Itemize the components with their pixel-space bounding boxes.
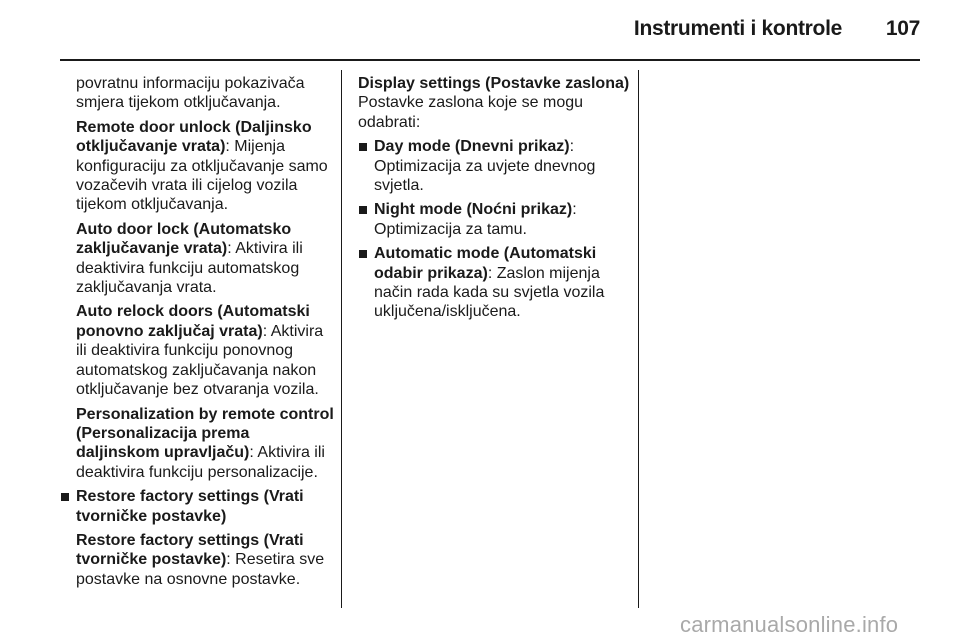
- paragraph-personalization: [76, 405, 336, 483]
- page-header: [0, 0, 960, 60]
- display-settings-intro: Postavke zaslona koje se mogu odabrati:: [358, 94, 584, 131]
- desc-remote-door-unlock: : Mijenja konfiguraciju za otključavanje samo vozačevih vrata ili cijelog vozila tijekom otključavanja.: [76, 138, 328, 214]
- paragraph-continuation: povratnu informaciju pokazivača smjera tijekom otključavanja.: [76, 75, 305, 112]
- column-divider-left: [341, 70, 342, 608]
- desc-automatic-mode: : Zaslon mijenja način rada kada su svjetla vozila uključena/isključena.: [374, 264, 605, 321]
- bullet-restore-factory: [60, 487, 336, 526]
- desc-restore-factory: : Resetira sve postavke na osnovne postavke.: [76, 551, 325, 588]
- section-title: Instrumenti i kontrole: [633, 17, 842, 40]
- desc-auto-door-lock: : Aktivira ili deaktivira funkciju automatskog zaključavanja vrata.: [76, 240, 303, 297]
- display-settings-heading-text: Display settings (Postavke zaslona): [358, 75, 630, 92]
- desc-auto-relock: : Aktivira ili deaktivira funkciju ponovnog automatskog zaključavanja nakon otključavanje bez otvaranja vozila.: [76, 322, 324, 399]
- paragraph-restore-factory: [76, 531, 336, 589]
- paragraph-auto-door-lock: [76, 220, 336, 298]
- desc-personalization: : Aktivira ili deaktivira funkciju personalizacije.: [76, 444, 325, 481]
- desc-day-mode: : Optimizacija za uvjete dnevnog svjetla.: [374, 138, 596, 195]
- term-auto-door-lock: Auto door lock (Automatsko zaključavanje vrata): [76, 220, 292, 258]
- term-night-mode: Night mode (Noćni prikaz): [374, 201, 573, 219]
- bullet-square-icon: [359, 250, 367, 258]
- term-automatic-mode: Automatic mode (Automatski odabir prikaza): [374, 245, 597, 282]
- bullet-square-icon: [61, 493, 69, 501]
- term-personalization: Personalization by remote control (Personalizacija prema daljinskom upravljaču): [76, 405, 334, 462]
- bullet-square-icon: [359, 206, 367, 214]
- bullet-square-icon: [359, 143, 367, 151]
- desc-night-mode: : Optimizacija za tamu.: [374, 201, 577, 238]
- term-day-mode: Day mode (Dnevni prikaz): [374, 138, 570, 156]
- bullet-automatic-mode: [358, 244, 630, 322]
- display-settings-heading: [358, 74, 630, 93]
- column-divider-right: [638, 70, 639, 608]
- term-remote-door-unlock: Remote door unlock (Daljinsko otključavanje vrata): [76, 118, 312, 156]
- bullet-day-mode: [358, 137, 630, 195]
- middle-column: [358, 74, 630, 327]
- paragraph-auto-relock: [76, 302, 336, 399]
- paragraph-remote-door-unlock: [76, 118, 336, 215]
- watermark: carmanualsonline.info: [680, 612, 899, 637]
- term-restore-factory: Restore factory settings (Vrati tvorničke postavke): [76, 531, 304, 569]
- left-column: [76, 74, 336, 594]
- bullet-restore-factory-label: Restore factory settings (Vrati tvorničke postavke): [76, 488, 304, 525]
- bullet-night-mode: [358, 200, 630, 239]
- page-number: 107: [885, 17, 920, 40]
- header-divider: [60, 59, 920, 61]
- term-auto-relock: Auto relock doors (Automatski ponovno zaključaj vrata): [76, 303, 310, 340]
